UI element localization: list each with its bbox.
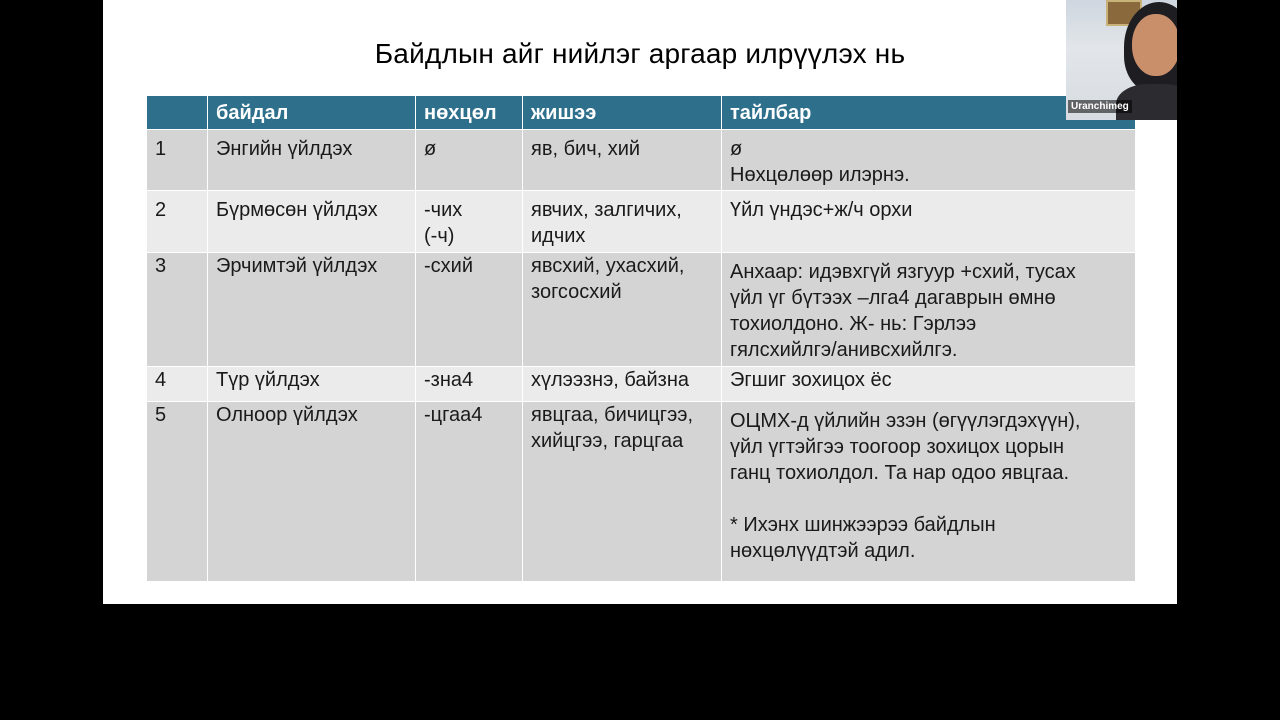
tailbar-line: ганц тохиолдол. Та нар одоо явцгаа.: [730, 462, 1070, 484]
participant-video-tile[interactable]: [1066, 0, 1177, 120]
header-jishee: жишээ: [523, 96, 722, 130]
jishee-line: идчих: [531, 225, 586, 247]
tailbar-line: * Ихэнх шинжээрээ байдлын: [730, 514, 996, 536]
presentation-slide: [103, 0, 1177, 604]
slide-title: Байдлын айг нийлэг аргаар илрүүлэх нь: [374, 38, 906, 69]
row-tailbar: [722, 253, 1136, 367]
jishee-line: явцгаа, бичицгээ,: [531, 404, 694, 426]
header-number: [147, 96, 208, 130]
row-jishee: [523, 367, 722, 402]
header-baidal: байдал: [208, 96, 416, 130]
row-nokhtsol: [416, 130, 523, 191]
tailbar-line: тохиолдоно. Ж- нь: Гэрлээ: [730, 313, 977, 335]
row-baidal: Түр үйлдэх: [208, 367, 416, 402]
row-nokhtsol: [416, 402, 523, 582]
nokhtsol-line: -чих: [424, 199, 463, 221]
participant-name-label: Uranchimeg: [1068, 100, 1132, 113]
table-row: [147, 253, 1136, 367]
row-nokhtsol: [416, 191, 523, 253]
table-row: [147, 191, 1136, 253]
tailbar-line: гялсхийлгэ/анивсхийлгэ.: [730, 339, 958, 361]
table-header-row: [147, 96, 1136, 130]
row-baidal: Энгийн үйлдэх: [208, 130, 416, 191]
participant-face: [1132, 14, 1177, 76]
jishee-line: хийцгээ, гарцгаа: [531, 430, 684, 452]
jishee-line: яв, бич, хий: [531, 138, 641, 160]
header-nokhtsol: нөхцөл: [416, 96, 523, 130]
tailbar-line: Нөхцөлөөр илэрнэ.: [730, 164, 910, 186]
row-jishee: [523, 253, 722, 367]
row-tailbar: [722, 367, 1136, 402]
nokhtsol-line: ø: [424, 138, 437, 160]
tailbar-line: [730, 486, 1127, 512]
row-baidal: Бүрмөсөн үйлдэх: [208, 191, 416, 253]
tailbar-line: Үйл үндэс+ж/ч орхи: [730, 199, 913, 221]
jishee-line: явсхий, ухасхий,: [531, 255, 685, 277]
jishee-line: зогсосхий: [531, 281, 622, 303]
row-number: 3: [147, 253, 208, 367]
nokhtsol-line: -зна4: [424, 369, 474, 391]
row-jishee: [523, 191, 722, 253]
row-number: 4: [147, 367, 208, 402]
tailbar-line: Эгшиг зохицох ёс: [730, 369, 892, 391]
tailbar-line: ОЦМХ-д үйлийн эзэн (өгүүлэгдэхүүн),: [730, 410, 1081, 432]
grammar-table: [147, 96, 1136, 582]
row-tailbar: [722, 191, 1136, 253]
tailbar-line: нөхцөлүүдтэй адил.: [730, 540, 916, 562]
row-nokhtsol: [416, 253, 523, 367]
table-row: [147, 367, 1136, 402]
row-number: 2: [147, 191, 208, 253]
row-tailbar: [722, 130, 1136, 191]
table-row: [147, 130, 1136, 191]
row-jishee: [523, 130, 722, 191]
table-row: [147, 402, 1136, 582]
tailbar-line: ø: [730, 138, 743, 160]
row-nokhtsol: [416, 367, 523, 402]
header-tailbar: тайлбар: [722, 96, 1136, 130]
row-number: 5: [147, 402, 208, 582]
nokhtsol-line: -цгаа4: [424, 404, 483, 426]
row-baidal: Олноор үйлдэх: [208, 402, 416, 582]
tailbar-line: Анхаар: идэвхгүй язгуур +схий, тусах: [730, 261, 1076, 283]
tailbar-line: үйл үгтэйгээ тоогоор зохицох цорын: [730, 436, 1065, 458]
tailbar-line: үйл үг бүтээх –лга4 дагаврын өмнө: [730, 287, 1056, 309]
nokhtsol-line: -схий: [424, 255, 474, 277]
jishee-line: явчих, залгичих,: [531, 199, 682, 221]
row-jishee: [523, 402, 722, 582]
row-number: 1: [147, 130, 208, 191]
row-tailbar: [722, 402, 1136, 582]
nokhtsol-line: (-ч): [424, 225, 455, 247]
jishee-line: хүлээзнэ, байзна: [531, 369, 690, 391]
row-baidal: Эрчимтэй үйлдэх: [208, 253, 416, 367]
